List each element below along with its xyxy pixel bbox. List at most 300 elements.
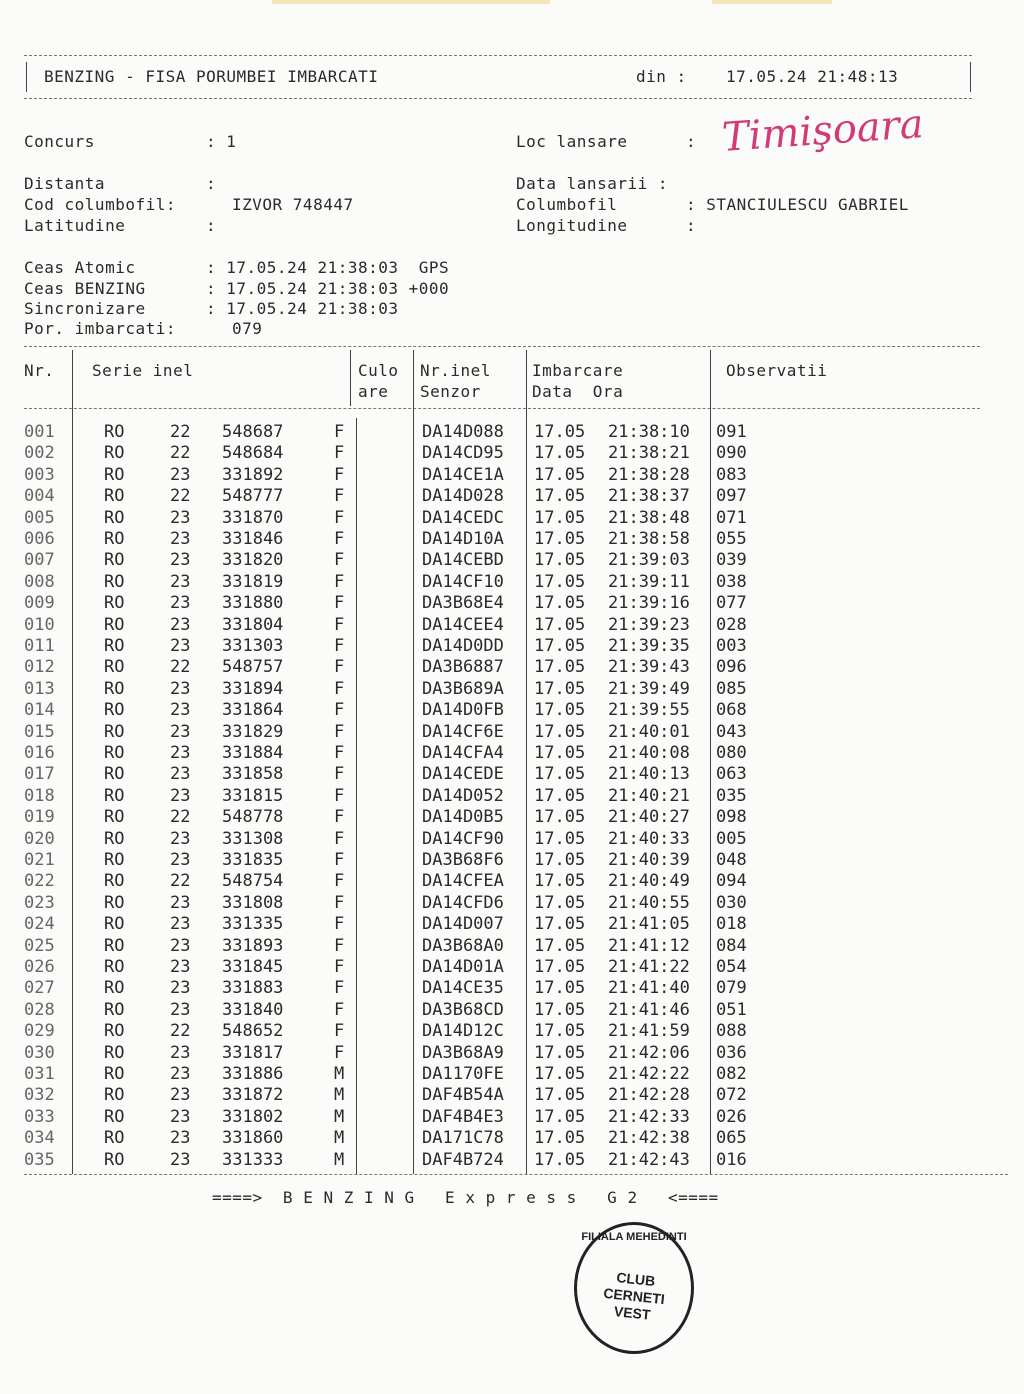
row-number: 002 <box>24 443 55 464</box>
concurs-value: : 1 <box>206 132 237 151</box>
ring-serial: 331880 <box>222 593 284 614</box>
ring-country: RO <box>104 1021 125 1042</box>
observatii-value: 082 <box>716 1064 747 1084</box>
ceas-benzing-label: Ceas BENZING <box>24 279 146 298</box>
ring-year: 23 <box>170 700 191 721</box>
footer-benzing-express: ====> B E N Z I N G E x p r e s s G 2 <==== <box>212 1188 719 1207</box>
sincronizare-label: Sincronizare <box>24 299 146 318</box>
boarding-date: 17.05 <box>534 464 586 485</box>
pigeon-sex: F <box>334 678 345 699</box>
boarding-date: 17.05 <box>534 785 586 806</box>
sensor-ring-id: DA3B68F6 <box>422 850 504 870</box>
table-row <box>0 914 1024 935</box>
ring-year: 23 <box>170 614 191 635</box>
ring-serial: 331815 <box>222 785 284 806</box>
ring-country: RO <box>104 978 125 999</box>
boarding-date: 17.05 <box>534 1064 586 1084</box>
row-number: 035 <box>24 1149 55 1170</box>
boarding-date: 17.05 <box>534 593 586 614</box>
ring-serial: 331802 <box>222 1106 284 1127</box>
columbofil-label: Columbofil <box>516 195 618 214</box>
ring-serial: 331808 <box>222 892 284 913</box>
ring-country: RO <box>104 550 125 571</box>
table-row <box>0 893 1024 914</box>
ring-country: RO <box>104 700 125 721</box>
sensor-ring-id: DA171C78 <box>422 1128 504 1149</box>
observatii-value: 063 <box>716 764 747 785</box>
sensor-ring-id: DA14CD95 <box>422 443 504 464</box>
concurs-label: Concurs <box>24 132 95 151</box>
row-number: 012 <box>24 657 55 678</box>
pigeon-sex: F <box>334 743 345 763</box>
boarding-date: 17.05 <box>534 657 586 678</box>
ring-country: RO <box>104 1128 125 1149</box>
pigeon-sex: M <box>334 1149 345 1170</box>
din-label: din : <box>636 67 687 86</box>
sensor-ring-id: DA3B6887 <box>422 657 504 678</box>
ring-country: RO <box>104 486 125 507</box>
ring-country: RO <box>104 1149 125 1170</box>
boarding-date: 17.05 <box>534 957 586 977</box>
pigeon-sex: F <box>334 828 345 849</box>
boarding-date: 17.05 <box>534 743 586 763</box>
column-header-observatii: Observatii <box>726 361 828 380</box>
boarding-time: 21:40:01 <box>608 721 690 742</box>
sensor-ring-id: DA14D0FB <box>422 700 504 721</box>
table-row <box>0 764 1024 785</box>
ring-serial: 331820 <box>222 550 284 571</box>
tape-strip <box>272 0 550 4</box>
boarding-date: 17.05 <box>534 978 586 999</box>
table-header-bottom-border <box>24 408 980 409</box>
ring-serial: 548684 <box>222 443 284 464</box>
ring-serial: 331804 <box>222 614 284 635</box>
observatii-value: 028 <box>716 614 747 635</box>
boarding-time: 21:40:27 <box>608 807 690 828</box>
porumbei-imbarcati-value: 079 <box>232 319 263 338</box>
boarding-time: 21:42:43 <box>608 1149 690 1170</box>
ring-serial: 331817 <box>222 1042 284 1063</box>
table-row <box>0 700 1024 721</box>
ceas-atomic-label: Ceas Atomic <box>24 258 136 277</box>
boarding-time: 21:39:03 <box>608 550 690 571</box>
observatii-value: 038 <box>716 571 747 592</box>
ring-year: 23 <box>170 850 191 870</box>
row-number: 013 <box>24 678 55 699</box>
row-number: 021 <box>24 850 55 870</box>
ring-country: RO <box>104 422 125 442</box>
boarding-time: 21:42:06 <box>608 1042 690 1063</box>
observatii-value: 077 <box>716 593 747 614</box>
boarding-time: 21:39:49 <box>608 678 690 699</box>
row-number: 022 <box>24 871 55 892</box>
pigeon-sex: F <box>334 593 345 614</box>
data-lansarii-label: Data lansarii : <box>516 174 668 193</box>
sensor-ring-id: DA14CEBD <box>422 550 504 571</box>
boarding-date: 17.05 <box>534 1149 586 1170</box>
ring-year: 23 <box>170 828 191 849</box>
boarding-time: 21:42:33 <box>608 1106 690 1127</box>
sensor-ring-id: DAF4B724 <box>422 1149 504 1170</box>
row-number: 034 <box>24 1128 55 1149</box>
ring-country: RO <box>104 571 125 592</box>
ring-country: RO <box>104 443 125 464</box>
pigeon-sex: F <box>334 443 345 464</box>
table-row <box>0 1107 1024 1128</box>
ring-serial: 331333 <box>222 1149 284 1170</box>
ring-year: 23 <box>170 550 191 571</box>
boarding-date: 17.05 <box>534 486 586 507</box>
ring-country: RO <box>104 636 125 656</box>
ring-year: 22 <box>170 871 191 892</box>
row-number: 010 <box>24 614 55 635</box>
boarding-time: 21:40:21 <box>608 785 690 806</box>
boarding-time: 21:38:48 <box>608 507 690 528</box>
sensor-ring-id: DA3B68A0 <box>422 935 504 956</box>
boarding-time: 21:40:49 <box>608 871 690 892</box>
row-number: 020 <box>24 828 55 849</box>
boarding-date: 17.05 <box>534 999 586 1020</box>
observatii-value: 026 <box>716 1106 747 1127</box>
ring-country: RO <box>104 999 125 1020</box>
table-row <box>0 722 1024 743</box>
table-row <box>0 743 1024 764</box>
distanta-value: : <box>206 174 217 193</box>
observatii-value: 094 <box>716 871 747 892</box>
row-number: 008 <box>24 571 55 592</box>
table-row <box>0 486 1024 507</box>
observatii-value: 003 <box>716 636 747 656</box>
observatii-value: 071 <box>716 507 747 528</box>
pigeon-sex: M <box>334 1128 345 1149</box>
sensor-ring-id: DA14D052 <box>422 785 504 806</box>
sensor-ring-id: DA14CFD6 <box>422 892 504 913</box>
row-number: 011 <box>24 636 55 656</box>
row-number: 016 <box>24 743 55 763</box>
column-header-nr: Nr. <box>24 361 55 380</box>
row-number: 023 <box>24 892 55 913</box>
ring-year: 23 <box>170 593 191 614</box>
header-border-top <box>24 55 972 56</box>
row-number: 003 <box>24 464 55 485</box>
ring-serial: 331829 <box>222 721 284 742</box>
column-separator <box>350 350 351 406</box>
observatii-value: 054 <box>716 957 747 977</box>
row-number: 027 <box>24 978 55 999</box>
table-row <box>0 807 1024 828</box>
boarding-time: 21:40:08 <box>608 743 690 763</box>
boarding-time: 21:41:22 <box>608 957 690 977</box>
table-row <box>0 572 1024 593</box>
ring-country: RO <box>104 593 125 614</box>
sensor-ring-id: DA14CE1A <box>422 464 504 485</box>
observatii-value: 098 <box>716 807 747 828</box>
observatii-value: 016 <box>716 1149 747 1170</box>
ring-year: 22 <box>170 422 191 442</box>
sensor-ring-id: DAF4B4E3 <box>422 1106 504 1127</box>
table-row <box>0 1064 1024 1085</box>
ring-year: 23 <box>170 507 191 528</box>
pigeon-sex: F <box>334 550 345 571</box>
observatii-value: 035 <box>716 785 747 806</box>
pigeon-sex: M <box>334 1085 345 1106</box>
ring-serial: 331840 <box>222 999 284 1020</box>
boarding-date: 17.05 <box>534 935 586 956</box>
ring-country: RO <box>104 871 125 892</box>
row-number: 004 <box>24 486 55 507</box>
table-row <box>0 1085 1024 1106</box>
sensor-ring-id: DAF4B54A <box>422 1085 504 1106</box>
club-stamp <box>574 1222 694 1354</box>
sensor-ring-id: DA3B68CD <box>422 999 504 1020</box>
boarding-date: 17.05 <box>534 571 586 592</box>
ring-serial: 548687 <box>222 422 284 442</box>
boarding-time: 21:39:35 <box>608 636 690 656</box>
ring-year: 22 <box>170 1021 191 1042</box>
ring-serial: 331872 <box>222 1085 284 1106</box>
sensor-ring-id: DA3B68A9 <box>422 1042 504 1063</box>
header-border-bottom <box>24 98 972 99</box>
ring-serial: 331884 <box>222 743 284 763</box>
ring-country: RO <box>104 850 125 870</box>
ring-country: RO <box>104 935 125 956</box>
column-header-serie-inel: Serie inel <box>92 361 194 380</box>
pigeon-sex: F <box>334 957 345 977</box>
table-row <box>0 1128 1024 1149</box>
longitudine-label: Longitudine <box>516 216 628 235</box>
pigeon-sex: F <box>334 914 345 935</box>
ring-serial: 331845 <box>222 957 284 977</box>
table-row <box>0 443 1024 464</box>
ring-country: RO <box>104 764 125 785</box>
sensor-ring-id: DA14D01A <box>422 957 504 977</box>
pigeon-sex: F <box>334 850 345 870</box>
boarding-time: 21:42:28 <box>608 1085 690 1106</box>
observatii-value: 096 <box>716 657 747 678</box>
row-number: 032 <box>24 1085 55 1106</box>
boarding-time: 21:40:39 <box>608 850 690 870</box>
loc-lansare-label: Loc lansare <box>516 132 628 151</box>
sensor-ring-id: DA14CF90 <box>422 828 504 849</box>
pigeon-sex: F <box>334 1021 345 1042</box>
loc-lansare-colon: : <box>686 132 697 151</box>
ring-country: RO <box>104 828 125 849</box>
pigeon-sex: F <box>334 807 345 828</box>
ring-serial: 331870 <box>222 507 284 528</box>
ring-year: 23 <box>170 1149 191 1170</box>
stamp-arc-text: FILIALA MEHEDINTI <box>581 1231 687 1243</box>
ring-serial: 331893 <box>222 935 284 956</box>
ring-year: 23 <box>170 678 191 699</box>
ring-country: RO <box>104 1085 125 1106</box>
boarding-date: 17.05 <box>534 764 586 785</box>
ring-serial: 331892 <box>222 464 284 485</box>
row-number: 014 <box>24 700 55 721</box>
boarding-date: 17.05 <box>534 1042 586 1063</box>
observatii-value: 043 <box>716 721 747 742</box>
latitudine-value: : <box>206 216 217 235</box>
row-number: 024 <box>24 914 55 935</box>
boarding-date: 17.05 <box>534 529 586 549</box>
ring-serial: 548652 <box>222 1021 284 1042</box>
table-row <box>0 829 1024 850</box>
pigeon-sex: M <box>334 1106 345 1127</box>
sensor-ring-id: DA14CEE4 <box>422 614 504 635</box>
table-row <box>0 529 1024 550</box>
ring-year: 22 <box>170 657 191 678</box>
ring-year: 23 <box>170 892 191 913</box>
ring-serial: 331846 <box>222 529 284 549</box>
ring-country: RO <box>104 957 125 977</box>
sensor-ring-id: DA14D007 <box>422 914 504 935</box>
row-number: 007 <box>24 550 55 571</box>
sensor-ring-id: DA14CFEA <box>422 871 504 892</box>
row-number: 017 <box>24 764 55 785</box>
boarding-time: 21:38:58 <box>608 529 690 549</box>
table-row <box>0 593 1024 614</box>
boarding-time: 21:38:21 <box>608 443 690 464</box>
ring-country: RO <box>104 614 125 635</box>
table-row <box>0 850 1024 871</box>
boarding-time: 21:41:12 <box>608 935 690 956</box>
observatii-value: 088 <box>716 1021 747 1042</box>
pigeon-sex: F <box>334 507 345 528</box>
boarding-time: 21:41:59 <box>608 1021 690 1042</box>
boarding-date: 17.05 <box>534 614 586 635</box>
boarding-date: 17.05 <box>534 636 586 656</box>
ring-serial: 331335 <box>222 914 284 935</box>
header-border-left <box>26 62 27 92</box>
ring-year: 23 <box>170 1042 191 1063</box>
ring-year: 23 <box>170 999 191 1020</box>
ring-country: RO <box>104 914 125 935</box>
document-title: BENZING - FISA PORUMBEI IMBARCATI <box>44 67 379 86</box>
sensor-ring-id: DA14CEDE <box>422 764 504 785</box>
boarding-date: 17.05 <box>534 700 586 721</box>
boarding-date: 17.05 <box>534 443 586 464</box>
pigeon-sex: F <box>334 636 345 656</box>
sensor-ring-id: DA14D0B5 <box>422 807 504 828</box>
observatii-value: 072 <box>716 1085 747 1106</box>
pigeon-sex: F <box>334 657 345 678</box>
row-number: 030 <box>24 1042 55 1063</box>
boarding-date: 17.05 <box>534 807 586 828</box>
latitudine-label: Latitudine <box>24 216 126 235</box>
column-header-data-ora: Data Ora <box>532 382 624 401</box>
boarding-date: 17.05 <box>534 678 586 699</box>
row-number: 001 <box>24 422 55 442</box>
observatii-value: 085 <box>716 678 747 699</box>
ring-country: RO <box>104 785 125 806</box>
ring-year: 23 <box>170 1085 191 1106</box>
row-number: 015 <box>24 721 55 742</box>
sensor-ring-id: DA14CF10 <box>422 571 504 592</box>
sensor-ring-id: DA3B689A <box>422 678 504 699</box>
boarding-date: 17.05 <box>534 1106 586 1127</box>
pigeon-sex: F <box>334 999 345 1020</box>
ring-country: RO <box>104 678 125 699</box>
tape-strip <box>712 0 832 4</box>
observatii-value: 091 <box>716 422 747 442</box>
longitudine-value: : <box>686 216 697 235</box>
boarding-date: 17.05 <box>534 914 586 935</box>
boarding-time: 21:38:28 <box>608 464 690 485</box>
ring-country: RO <box>104 507 125 528</box>
row-number: 033 <box>24 1106 55 1127</box>
boarding-date: 17.05 <box>534 892 586 913</box>
row-number: 006 <box>24 529 55 549</box>
boarding-time: 21:40:55 <box>608 892 690 913</box>
table-header-top-border <box>24 346 980 347</box>
table-row <box>0 957 1024 978</box>
table-row <box>0 679 1024 700</box>
ring-year: 23 <box>170 529 191 549</box>
observatii-value: 018 <box>716 914 747 935</box>
pigeon-sex: F <box>334 700 345 721</box>
table-row <box>0 422 1024 443</box>
observatii-value: 079 <box>716 978 747 999</box>
table-row <box>0 1000 1024 1021</box>
boarding-date: 17.05 <box>534 850 586 870</box>
ring-year: 23 <box>170 914 191 935</box>
boarding-time: 21:40:13 <box>608 764 690 785</box>
boarding-time: 21:40:33 <box>608 828 690 849</box>
ring-serial: 331894 <box>222 678 284 699</box>
ring-year: 23 <box>170 935 191 956</box>
row-number: 029 <box>24 1021 55 1042</box>
observatii-value: 055 <box>716 529 747 549</box>
observatii-value: 083 <box>716 464 747 485</box>
observatii-value: 039 <box>716 550 747 571</box>
ring-year: 23 <box>170 571 191 592</box>
row-number: 025 <box>24 935 55 956</box>
pigeon-sex: F <box>334 422 345 442</box>
sensor-ring-id: DA1170FE <box>422 1064 504 1084</box>
table-row <box>0 550 1024 571</box>
table-row <box>0 636 1024 657</box>
ring-serial: 548778 <box>222 807 284 828</box>
ring-serial: 331303 <box>222 636 284 656</box>
pigeon-sex: F <box>334 785 345 806</box>
ring-year: 23 <box>170 764 191 785</box>
ring-year: 23 <box>170 785 191 806</box>
ring-country: RO <box>104 743 125 763</box>
column-header-imbarcare: Imbarcare <box>532 361 624 380</box>
column-header-culoare-cont: are <box>358 382 389 401</box>
column-header-nr-inel: Nr.inel <box>420 361 491 380</box>
table-row <box>0 978 1024 999</box>
observatii-value: 036 <box>716 1042 747 1063</box>
table-row <box>0 1043 1024 1064</box>
boarding-time: 21:41:40 <box>608 978 690 999</box>
ring-year: 23 <box>170 636 191 656</box>
ring-country: RO <box>104 1042 125 1063</box>
porumbei-imbarcati-label: Por. imbarcati: <box>24 319 176 338</box>
ring-country: RO <box>104 1064 125 1084</box>
loc-lansare-handwritten: Timişoara <box>720 101 925 161</box>
observatii-value: 051 <box>716 999 747 1020</box>
boarding-date: 17.05 <box>534 828 586 849</box>
boarding-date: 17.05 <box>534 871 586 892</box>
sensor-ring-id: DA14CEDC <box>422 507 504 528</box>
table-row <box>0 465 1024 486</box>
sensor-ring-id: DA3B68E4 <box>422 593 504 614</box>
ring-serial: 548777 <box>222 486 284 507</box>
observatii-value: 097 <box>716 486 747 507</box>
sincronizare-value: : 17.05.24 21:38:03 <box>206 299 399 318</box>
boarding-date: 17.05 <box>534 721 586 742</box>
row-number: 031 <box>24 1064 55 1084</box>
